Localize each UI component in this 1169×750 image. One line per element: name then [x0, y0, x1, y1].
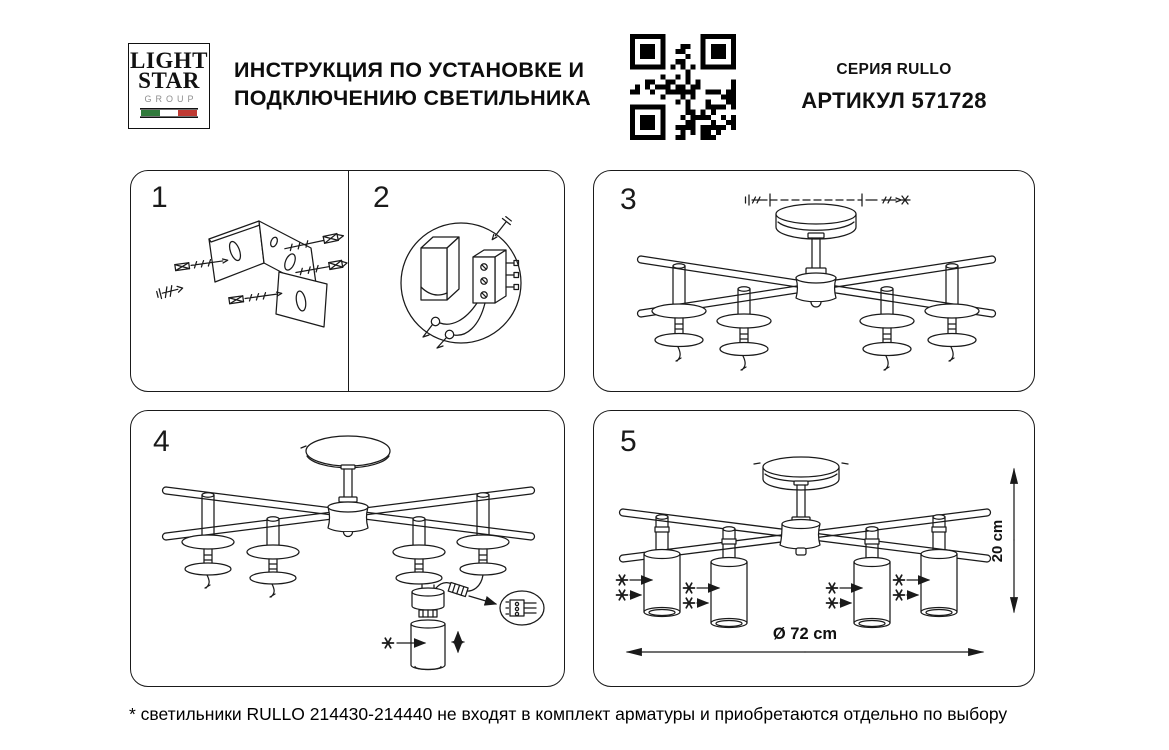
height-label: 20 cm [989, 519, 1006, 563]
mounting-bracket-drawing [131, 171, 349, 391]
lamp-connection-drawing [131, 411, 564, 686]
page-title [234, 56, 591, 112]
article-label: АРТИКУЛ 571728 [801, 88, 987, 113]
product-info [792, 61, 996, 114]
lamp-cylinder [411, 620, 445, 670]
logo-line1: LIGHT [130, 48, 208, 73]
panel-step-4 [130, 410, 565, 687]
lightstar-logo [128, 43, 210, 129]
lamp-shade [921, 550, 957, 617]
title-line1: ИНСТРУКЦИЯ ПО УСТАНОВКЕ И [234, 58, 585, 82]
logo-line2: STAR [138, 68, 200, 93]
lamp-socket [412, 585, 444, 617]
height-dimension [989, 469, 1014, 612]
title-line2: ПОДКЛЮЧЕНИЮ СВЕТИЛЬНИКА [234, 86, 591, 110]
wiring-terminal-drawing [349, 171, 566, 391]
step-number-2: 2 [373, 181, 390, 214]
step-number-1: 1 [151, 181, 168, 214]
lamp-holder [182, 493, 234, 588]
panel-step-3 [593, 170, 1035, 392]
footnote: * светильники RULLO 214430-214440 не входят в комплект арматуры и приобретаются отдельно по выбору [129, 704, 1008, 724]
lamp-shade [711, 558, 747, 628]
chandelier-shades-drawing [594, 411, 1034, 686]
panel-step-5 [593, 410, 1035, 687]
panel-step-1-2 [130, 170, 565, 392]
step-number-3: 3 [620, 183, 637, 216]
terminal-detail-bubble [500, 591, 544, 625]
asterisk-icon [383, 638, 394, 648]
lamp-shade [854, 558, 890, 628]
chandelier-mounted-drawing [594, 171, 1034, 391]
step-number-4: 4 [153, 425, 170, 458]
lamp-holder [652, 264, 706, 361]
logo-line3: GROUP [144, 94, 198, 104]
lamp-holder [717, 287, 771, 370]
qr-code-icon [630, 34, 736, 140]
lamp-holder [860, 287, 914, 370]
lamp-holder [393, 517, 445, 584]
series-label: СЕРИЯ RULLO [836, 61, 952, 78]
lamp-holder [925, 264, 979, 361]
width-dimension [627, 625, 983, 652]
lamp-shade [644, 550, 680, 617]
step-number-5: 5 [620, 425, 637, 458]
width-label: Ø 72 cm [772, 625, 838, 643]
italian-flag-icon [140, 108, 198, 118]
